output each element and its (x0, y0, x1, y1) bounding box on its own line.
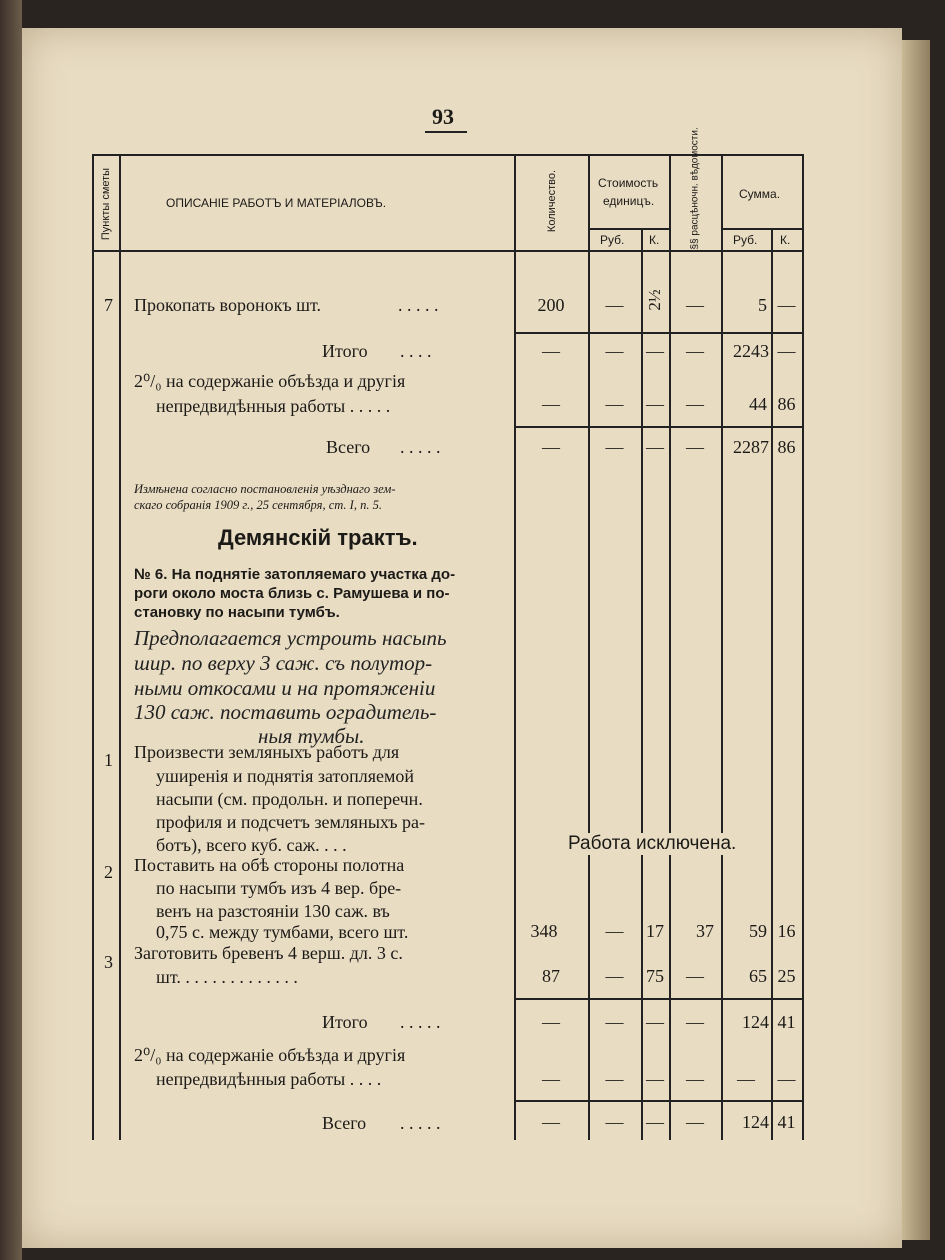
item1-line5: ботъ), всего куб. саж. . . . (156, 835, 347, 855)
vsego2-quantity: — (542, 1112, 560, 1132)
item2-sum-kop: 16 (777, 921, 796, 941)
item2-number: 2 (104, 862, 113, 882)
row7-sum-kop: — (777, 295, 796, 315)
itogo1-reference: — (686, 341, 704, 361)
itogo1-sum-rub: 2243 (733, 341, 769, 361)
page-number: 93 (432, 104, 454, 129)
pct1-sum-rub: 44 (749, 394, 767, 414)
vsego2-unit-rub: — (605, 1112, 624, 1132)
item2-reference: 37 (696, 921, 714, 941)
header-sum-rub: Руб. (733, 233, 758, 247)
vsego2-dots: . . . . . (400, 1113, 441, 1133)
amendment-note-line2: скаго собранiя 1909 г., 25 сентября, ст. I, п. 5. (134, 498, 382, 512)
vsego1-unit-rub: — (605, 437, 624, 457)
pct2-unit-kop: — (646, 1069, 664, 1089)
itogo2-label: Итого (322, 1012, 368, 1032)
vsego2-label: Всего (322, 1113, 367, 1133)
itogo2-dots: . . . . . (400, 1012, 441, 1032)
pct2-quantity: — (542, 1069, 560, 1089)
vsego1-quantity: — (542, 437, 560, 457)
item3-sum-kop: 25 (777, 966, 796, 986)
item2-unit-rub: — (605, 921, 624, 941)
subheading-line3: становку по насыпи тумбъ. (134, 604, 340, 621)
subheading-line1: № 6. На поднятiе затопляемаго участка до- (134, 566, 456, 583)
itogo2-reference: — (686, 1012, 704, 1032)
row7-reference: — (686, 295, 704, 315)
vsego2-unit-kop: — (646, 1112, 664, 1132)
itogo2-quantity: — (542, 1012, 560, 1032)
handwritten-note-line1: Предполагается устроить насыпь (134, 626, 447, 650)
item3-line1: Заготовить бревенъ 4 верш. дл. 3 с. (134, 943, 403, 963)
subheading-line2: роги около моста близь с. Рамушева и по- (134, 585, 450, 602)
pct2-unit-rub: — (605, 1069, 624, 1089)
row7-number: 7 (104, 295, 113, 315)
book-spine (0, 0, 22, 1260)
item2-line1: Поставить на обѣ стороны полотна (134, 855, 405, 875)
header-unit-cost-2: единицъ. (603, 194, 655, 208)
page-edges (902, 40, 930, 1240)
handwritten-note-line2: шир. по верху 3 саж. съ полутор- (134, 651, 433, 675)
row7-unit-rub: — (605, 295, 624, 315)
row7-quantity: 200 (537, 295, 565, 315)
row7-unit-kop: 2½ (645, 289, 664, 311)
amendment-note-line1: Измѣнена согласно постановленiя уѣзднаго зем- (134, 482, 396, 496)
pct1-unit-rub: — (605, 394, 624, 414)
handwritten-note-line4: 130 саж. поставить оградитель- (134, 700, 437, 724)
item1-line4: профиля и подсчетъ земляныхъ ра- (156, 812, 426, 832)
vsego1-sum-rub: 2287 (733, 437, 769, 457)
pct1-quantity: — (542, 394, 560, 414)
item1-number: 1 (104, 750, 113, 770)
itogo2-sum-rub: 124 (742, 1012, 769, 1032)
pct2-reference: — (686, 1069, 704, 1089)
pct2-sum-kop: — (777, 1069, 796, 1089)
item2-sum-rub: 59 (749, 921, 767, 941)
vsego1-dots: . . . . . (400, 437, 441, 457)
pct1-sum-kop: 86 (777, 394, 796, 414)
itogo2-unit-kop: — (646, 1012, 664, 1032)
vsego1-label: Всего (326, 437, 371, 457)
row7-description: Прокопать воронокъ шт. (134, 295, 321, 315)
header-sum-kop: К. (780, 233, 791, 247)
itogo1-unit-rub: — (605, 341, 624, 361)
page-number-rule (425, 131, 467, 133)
section-title: Демянскiй трактъ. (218, 525, 418, 550)
item3-reference: — (686, 966, 704, 986)
pct2-line2: непредвидѣнныя работы . . . . (156, 1069, 382, 1089)
item2-line4: 0,75 с. между тумбами, всего шт. (156, 922, 409, 942)
itogo2-sum-kop: 41 (777, 1012, 796, 1032)
item3-unit-kop: 75 (646, 966, 664, 986)
vsego1-reference: — (686, 437, 704, 457)
pct1-reference: — (686, 394, 704, 414)
pct2-line1: 2⁰/₀ на содержанiе объѣзда и другiя (134, 1045, 406, 1065)
item2-quantity: 348 (530, 921, 558, 941)
item2-unit-kop: 17 (646, 921, 664, 941)
item1-line1: Произвести земляныхъ работъ для (134, 742, 400, 762)
itogo1-sum-kop: — (777, 341, 796, 361)
vsego1-sum-kop: 86 (777, 437, 796, 457)
item3-line2: шт. . . . . . . . . . . . . . (156, 967, 298, 987)
vsego2-sum-kop: 41 (777, 1112, 796, 1132)
row7-dots: . . . . . (398, 295, 439, 315)
header-price-reference: §§ расцѣночн. вѣдомости. (689, 127, 701, 250)
header-items-col: Пункты сметы (100, 167, 112, 241)
item2-line2: по насыпи тумбъ изъ 4 вер. бре- (156, 878, 402, 898)
pct2-sum-rub: — (737, 1069, 755, 1089)
pct1-unit-kop: — (646, 394, 664, 414)
itogo1-label: Итого (322, 341, 368, 361)
item3-number: 3 (104, 952, 113, 972)
header-unit-kop: К. (649, 233, 660, 247)
itogo1-quantity: — (542, 341, 560, 361)
itogo1-dots: . . . . (400, 341, 432, 361)
item2-line3: венъ на разстоянiи 130 саж. въ (156, 901, 390, 921)
handwritten-note-line5: ныя тумбы. (258, 724, 365, 748)
pct1-line2: непредвидѣнныя работы . . . . . (156, 396, 391, 416)
header-description: ОПИСАНIЕ РАБОТЪ И МАТЕРIАЛОВЪ. (166, 196, 387, 210)
item1-line2: уширенiя и поднятiя затопляемой (156, 766, 415, 786)
header-unit-rub: Руб. (600, 233, 625, 247)
itogo1-unit-kop: — (646, 341, 664, 361)
item3-unit-rub: — (605, 966, 624, 986)
itogo2-unit-rub: — (605, 1012, 624, 1032)
row7-sum-rub: 5 (758, 295, 767, 315)
item1-excluded-stamp: Работа исключена. (568, 833, 737, 854)
handwritten-note-line3: ными откосами и на протяженiи (134, 676, 436, 700)
item3-sum-rub: 65 (749, 966, 767, 986)
header-sum: Сумма. (739, 187, 781, 201)
vsego2-sum-rub: 124 (742, 1112, 769, 1132)
item1-line3: насыпи (см. продольн. и поперечн. (156, 789, 423, 809)
pct1-line1: 2⁰/₀ на содержанiе объѣзда и другiя (134, 371, 406, 391)
vsego2-reference: — (686, 1112, 704, 1132)
header-unit-cost-1: Стоимость (598, 176, 659, 190)
header-quantity: Количество. (546, 169, 558, 233)
item3-quantity: 87 (542, 966, 560, 986)
vsego1-unit-kop: — (646, 437, 664, 457)
